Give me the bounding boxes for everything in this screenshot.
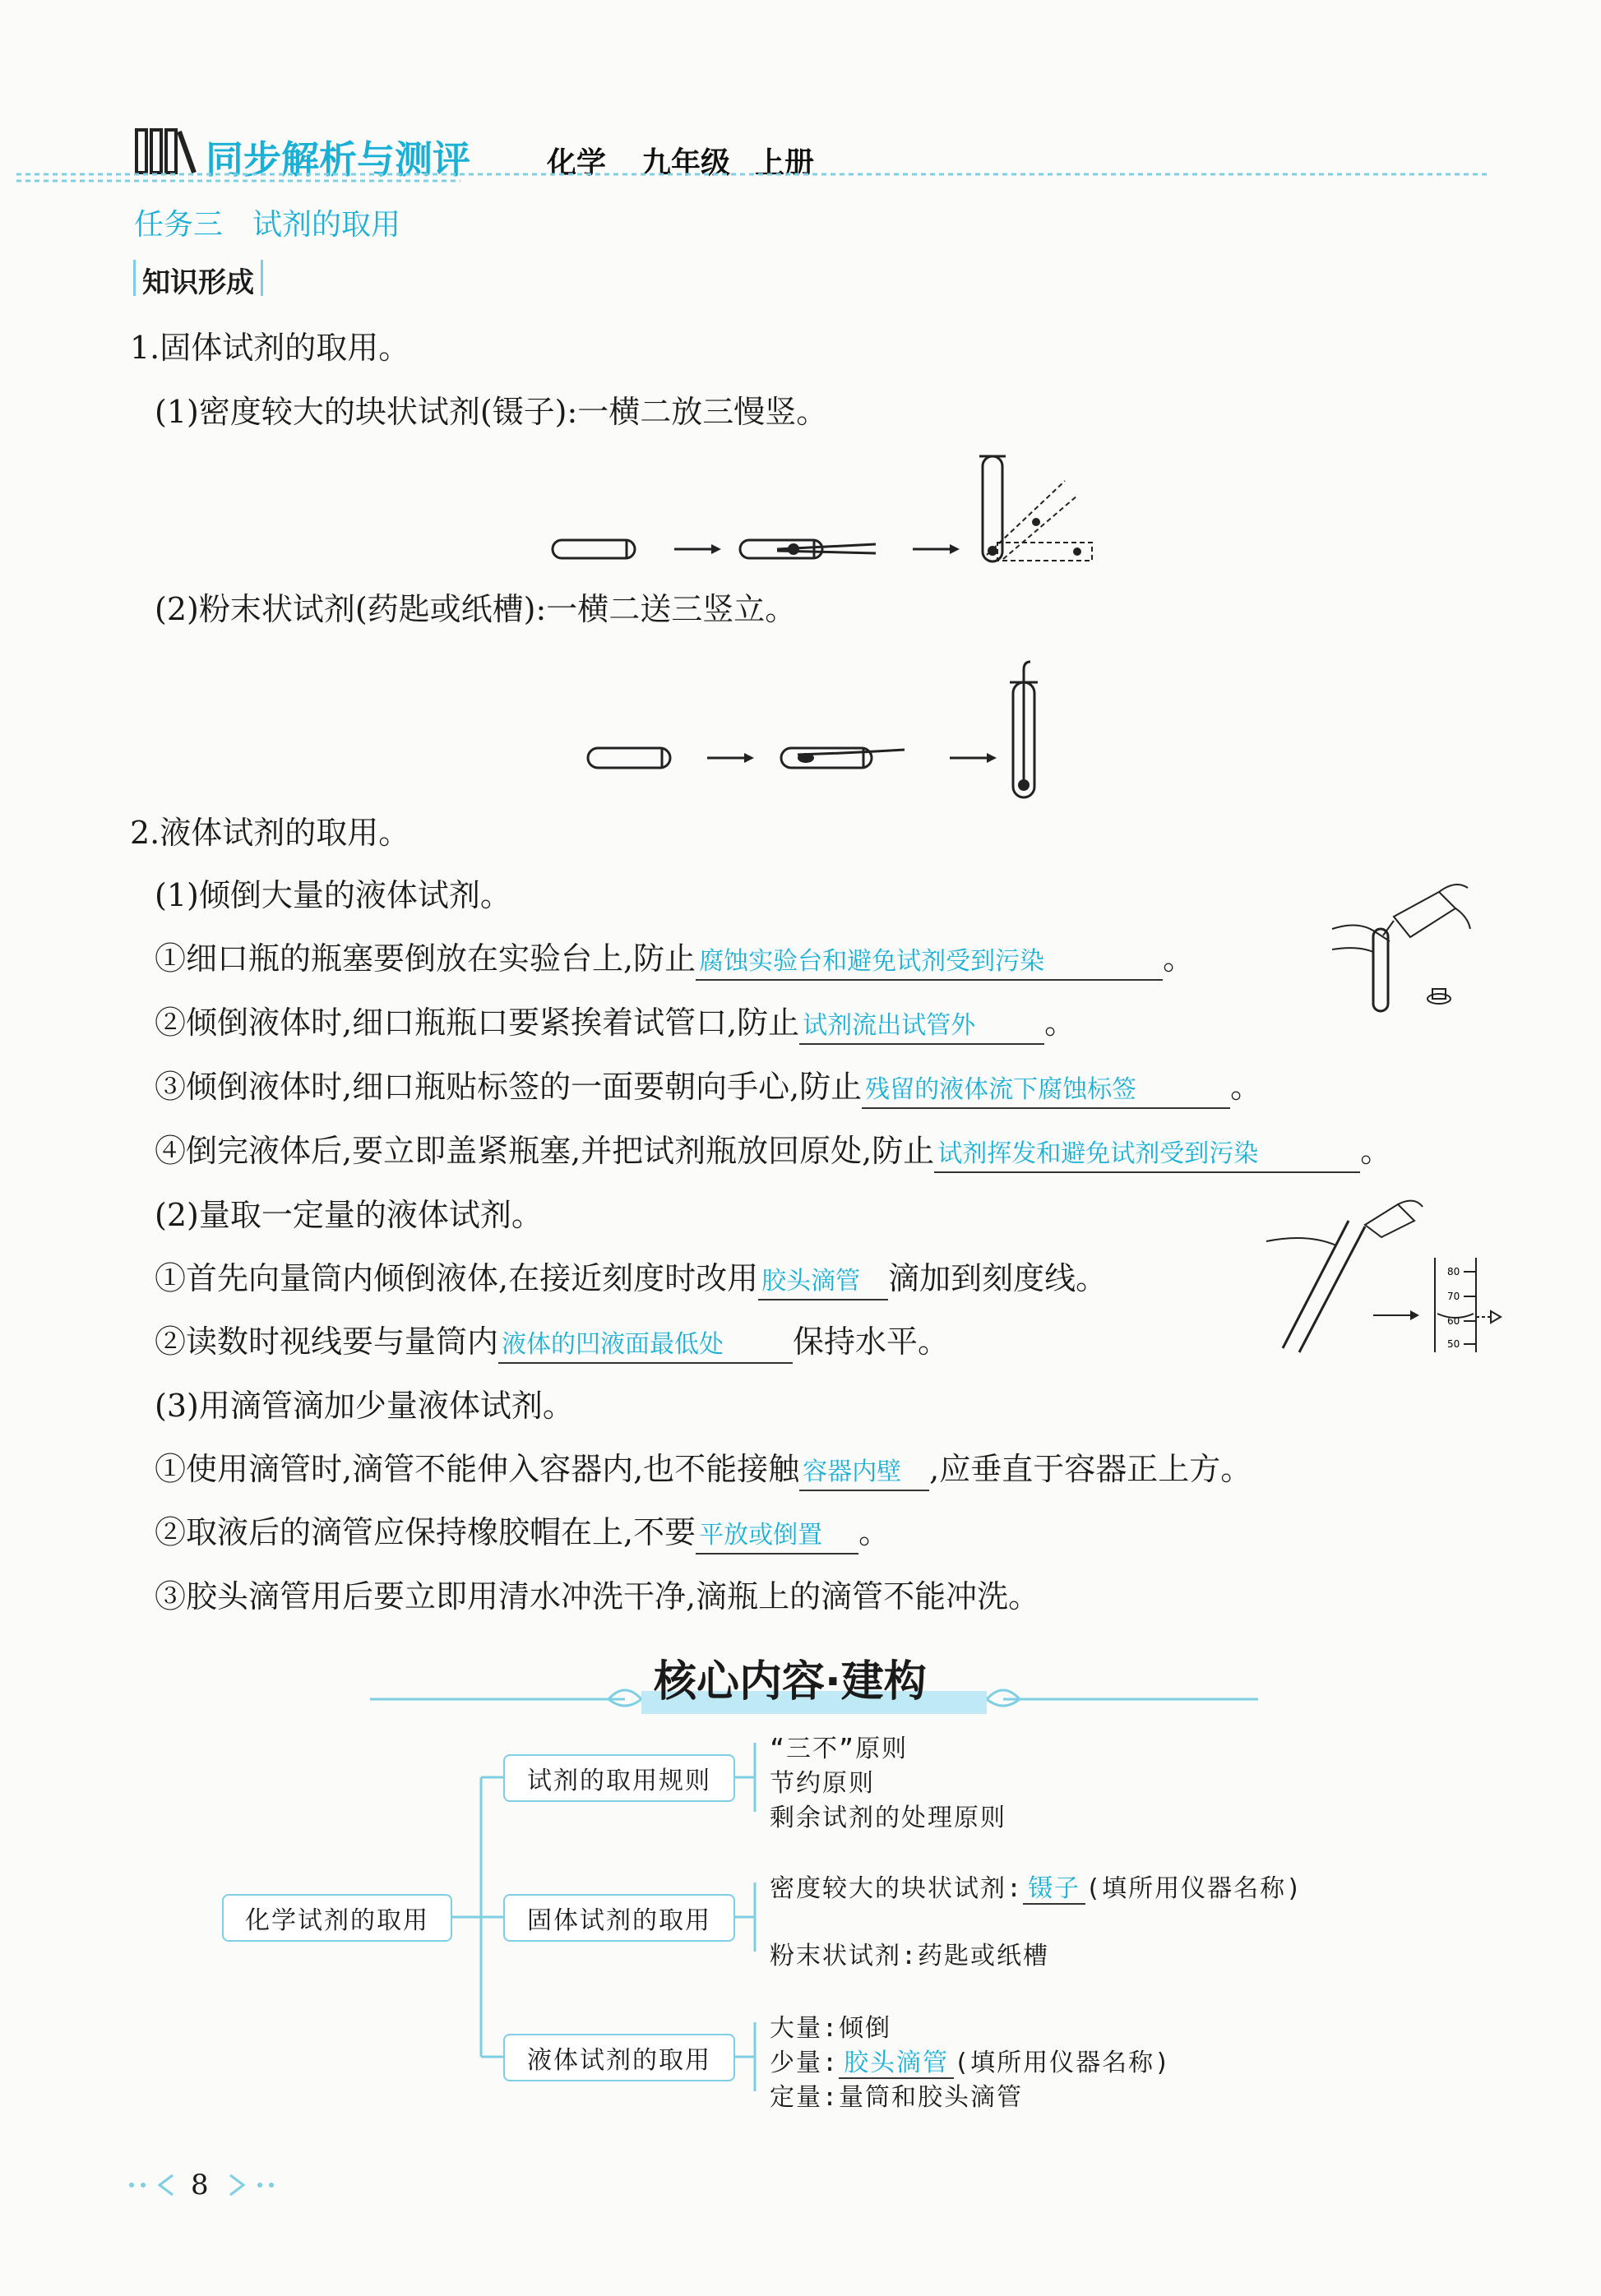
eye-icon (1491, 1311, 1501, 1323)
pour-line-3-text: ③倾倒液体时,细口瓶贴标签的一面要朝向手心,防止 (155, 1069, 863, 1105)
page-number: 8 (191, 2169, 209, 2201)
cylinder-illustration (1258, 1192, 1505, 1356)
measure-answer-2: 液体的凹液面最低处 (498, 1328, 793, 1364)
pour-title: (1)倾倒大量的液体试剂。 (155, 877, 511, 913)
pour-answer-3: 残留的液体流下腐蚀标签 (862, 1073, 1230, 1109)
measure-line-1 (155, 1259, 1107, 1300)
mindmap-root: 化学试剂的取用 (222, 1894, 452, 1942)
pour-line-1 (155, 940, 1194, 981)
measure-line-1-end: 滴加到刻度线。 (888, 1260, 1108, 1296)
pour-line-4-text: ④倒完液体后,要立即盖紧瓶塞,并把试剂瓶放回原处,防止 (155, 1133, 935, 1169)
pour-line-2-end: 。 (1044, 1005, 1076, 1041)
dropper-line-1-end: ,应垂直于容器正上方。 (929, 1451, 1252, 1487)
liquid-map-item-2-text: 少量: (770, 2049, 840, 2077)
spatula-diagram (580, 658, 1057, 802)
liquid-map-answer: 胶头滴管 (839, 2049, 954, 2079)
pouring-illustration (1324, 871, 1472, 1019)
pour-line-4-end: 。 (1360, 1133, 1392, 1169)
liquid-map-item-2 (770, 2042, 1171, 2078)
dropper-answer-2: 平放或倒置 (696, 1518, 858, 1555)
solid-item-2: (2)粉末状试剂(药匙或纸槽):一横二送三竖立。 (155, 591, 797, 627)
dropper-answer-1: 容器内壁 (799, 1455, 929, 1491)
knowledge-label: 知识形成 (142, 266, 254, 299)
pour-line-2 (155, 1004, 1076, 1045)
scale-label-1: 80 (1447, 1266, 1460, 1277)
rule-item-2: 节约原则 (770, 1769, 875, 1798)
subject-label: 化学 (547, 146, 607, 180)
scale-label-3: 60 (1447, 1315, 1460, 1327)
rule-item-1: “三不”原则 (770, 1735, 909, 1763)
pour-line-4 (155, 1132, 1391, 1173)
dropper-line-1-text: ①使用滴管时,滴管不能伸入容器内,也不能接触 (155, 1451, 800, 1487)
book-series-title: 同步解析与测评 (206, 137, 470, 182)
volume-label: 上册 (755, 146, 815, 180)
grade-label: 九年级 (641, 146, 731, 180)
pour-line-2-text: ②倾倒液体时,细口瓶瓶口要紧挨着试管口,防止 (155, 1005, 800, 1041)
measure-line-2 (155, 1323, 949, 1364)
scale-label-4: 50 (1447, 1338, 1460, 1350)
liquid-heading: 2.液体试剂的取用。 (130, 815, 410, 851)
solid-heading: 1.固体试剂的取用。 (130, 330, 410, 366)
dropper-line-2-end: 。 (858, 1514, 891, 1550)
dropper-line-2-text: ②取液后的滴管应保持橡胶帽在上,不要 (155, 1514, 696, 1550)
knowledge-label-box (133, 260, 263, 299)
solid-map-item-2: 粉末状试剂:药匙或纸槽 (770, 1942, 1050, 1970)
solid-item-1: (1)密度较大的块状试剂(镊子):一横二放三慢竖。 (155, 394, 828, 430)
solid-map-item-1 (770, 1868, 1303, 1904)
scale-label-2: 70 (1447, 1291, 1460, 1302)
pour-answer-1: 腐蚀实验台和避免试剂受到污染 (696, 945, 1163, 981)
mindmap-branch-liquid: 液体试剂的取用 (503, 2034, 735, 2081)
measure-line-2-end: 保持水平。 (793, 1324, 950, 1360)
pour-line-1-end: 。 (1163, 940, 1195, 977)
tweezers-diagram (543, 448, 1102, 571)
rule-item-3: 剩余试剂的处理原则 (770, 1804, 1006, 1832)
measure-line-2-text: ②读数时视线要与量筒内 (155, 1324, 499, 1360)
measure-line-1-text: ①首先向量筒内倾倒液体,在接近刻度时改用 (155, 1260, 759, 1296)
dropper-line-2 (155, 1513, 890, 1555)
measure-answer-1: 胶头滴管 (758, 1264, 888, 1300)
liquid-map-item-2-note: (填所用仪器名称) (954, 2049, 1172, 2077)
core-title: 核心内容·建构 (654, 1657, 927, 1707)
pour-answer-4: 试剂挥发和避免试剂受到污染 (934, 1137, 1360, 1173)
mindmap-branch-solid: 固体试剂的取用 (503, 1894, 735, 1942)
solid-map-item-1-text: 密度较大的块状试剂: (770, 1874, 1024, 1903)
pour-line-1-text: ①细口瓶的瓶塞要倒放在实验台上,防止 (155, 940, 696, 977)
solid-map-item-1-note: (填所用仪器名称) (1085, 1874, 1303, 1903)
measure-title: (2)量取一定量的液体试剂。 (155, 1197, 543, 1233)
dropper-line-1 (155, 1450, 1252, 1491)
solid-map-answer: 镊子 (1023, 1874, 1085, 1905)
pour-line-3-end: 。 (1230, 1069, 1262, 1105)
liquid-map-item-1: 大量:倾倒 (770, 2014, 892, 2043)
pour-line-3 (155, 1068, 1261, 1109)
task-title: 任务三 试剂的取用 (134, 208, 401, 242)
mindmap-branch-rules: 试剂的取用规则 (503, 1754, 735, 1802)
dropper-line-3: ③胶头滴管用后要立即用清水冲洗干净,滴瓶上的滴管不能冲洗。 (155, 1578, 1040, 1615)
header-divider (0, 164, 1601, 189)
dropper-title: (3)用滴管滴加少量液体试剂。 (155, 1388, 574, 1424)
pour-answer-2: 试剂流出试管外 (799, 1009, 1044, 1045)
liquid-map-item-3: 定量:量筒和胶头滴管 (770, 2083, 1024, 2112)
